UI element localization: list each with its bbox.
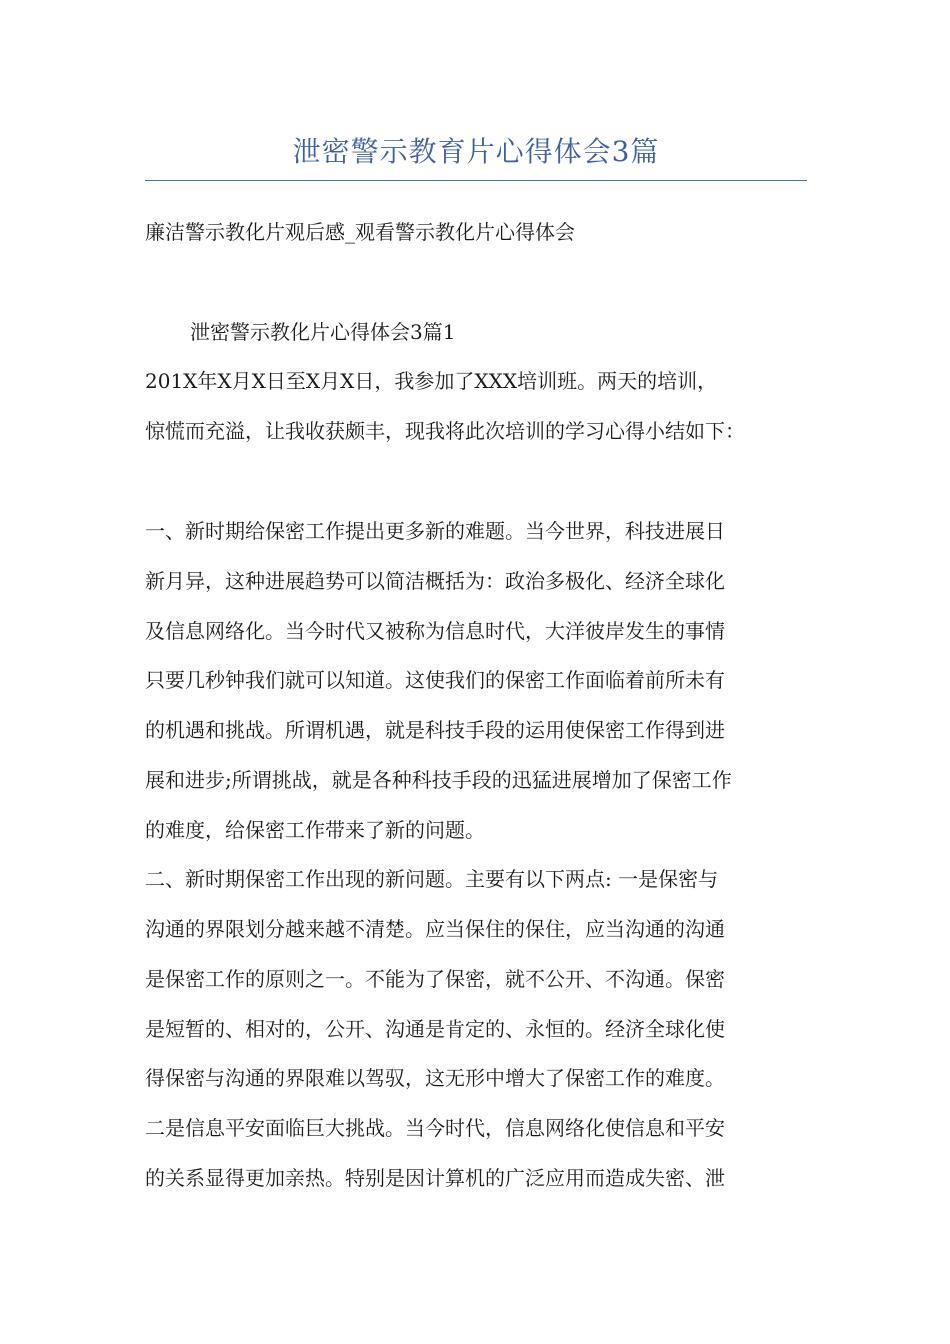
- body-line: 得保密与沟通的界限难以驾驭，这无形中增大了保密工作的难度。: [145, 1066, 725, 1090]
- body-line: 新月异，这种进展趋势可以简洁概括为：政治多极化、经济全球化: [145, 569, 725, 593]
- body-line: 一、新时期给保密工作提出更多新的难题。当今世界，科技进展日: [145, 519, 725, 543]
- document-subtitle: 廉洁警示教化片观后感_观看警示教化片心得体会: [145, 220, 575, 244]
- body-line: 惊慌而充溢，让我收获颇丰，现我将此次培训的学习心得小结如下：: [145, 419, 745, 443]
- body-line: 展和进步;所谓挑战，就是各种科技手段的迅猛进展增加了保密工作: [145, 768, 732, 792]
- body-line: 是短暂的、相对的，公开、沟通是肯定的、永恒的。经济全球化使: [145, 1017, 725, 1041]
- body-line: 及信息网络化。当今时代又被称为信息时代，大洋彼岸发生的事情: [145, 619, 725, 643]
- section-heading: 泄密警示教化片心得体会3篇1: [190, 320, 456, 344]
- body-line: 是保密工作的原则之一。不能为了保密，就不公开、不沟通。保密: [145, 967, 725, 991]
- body-line: 的关系显得更加亲热。特别是因计算机的广泛应用而造成失密、泄: [145, 1166, 725, 1190]
- body-line: 二、新时期保密工作出现的新问题。主要有以下两点: 一是保密与: [145, 867, 719, 891]
- body-line: 的机遇和挑战。所谓机遇，就是科技手段的运用使保密工作得到进: [145, 718, 725, 742]
- document-title: 泄密警示教育片心得体会3篇: [292, 135, 660, 168]
- body-line: 只要几秒钟我们就可以知道。这使我们的保密工作面临着前所未有: [145, 668, 725, 692]
- body-line: 201X年X月X日至X月X日，我参加了XXX培训班。两天的培训，: [145, 369, 718, 393]
- body-line: 沟通的界限划分越来越不清楚。应当保住的保住，应当沟通的沟通: [145, 917, 725, 941]
- title-underline: [145, 180, 807, 181]
- body-line: 二是信息平安面临巨大挑战。当今时代，信息网络化使信息和平安: [145, 1116, 725, 1140]
- body-line: 的难度，给保密工作带来了新的问题。: [145, 818, 485, 842]
